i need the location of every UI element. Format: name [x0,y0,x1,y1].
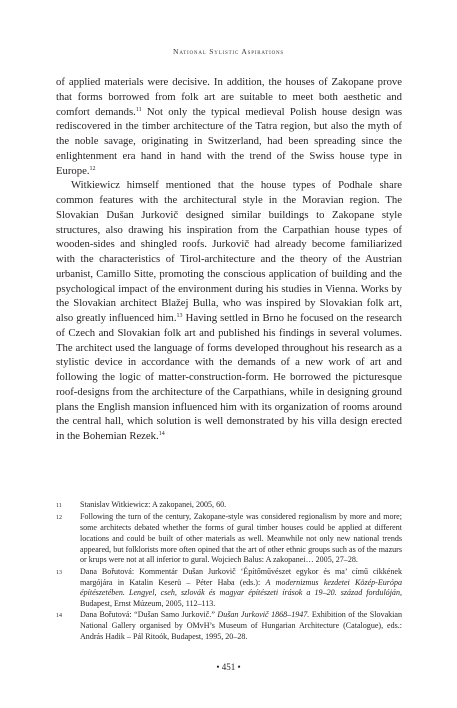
footnote-number: 11 [56,503,62,509]
paragraph-1 [56,75,402,178]
footnote-13 [56,567,402,610]
body-text [56,75,402,444]
page-number: • 451 • [216,662,241,672]
running-head: National Sylistic Aspirations [173,47,284,56]
footnote-ref-12[interactable]: 12 [89,165,96,172]
footnote-book-title: Dušan Jurkovič 1868–1947. [217,610,310,620]
footnote-text-a: Dana Bořutová: Kommentár Dušan Jurkovič ‘Építőművészet egykor és ma’ című cikkének margójára in Katalin Keserü – Péter Haba (eds.): [80,566,402,587]
paragraph-1-text-a: of applied materials were decisive. In addition, the houses of Zakopane prove that forms borrowed from folk art are suitable to meet both aesthetic and comfort demands. [56,76,402,118]
footnote-text-a: Dana Bořutová: “Dušan Samo Jurkovič.” [80,610,218,620]
footnote-text [80,610,402,642]
paragraph-1-text-b: Not only the typical medieval Polish house design was rediscovered in the timber architecture of the Tatra region, but also the myth of the noble savage, originating in Switzerland, had been spreading since the enlightenment era hand in hand with the trend of the Swiss house type in Europe. [56,105,403,177]
footnote-number: 14 [56,613,62,620]
footnotes-section [56,500,402,643]
footnote-book-title: A modernizmus kezdetei Közép-Európa építészetében. Lengyel, cseh, szlovák és magyar építészeti írások a 19–20. század fordulóján [80,577,402,598]
footnote-ref-13[interactable]: 13 [176,313,183,319]
footnote-text: Following the turn of the century, Zakopane-style was considered regionalism by more and more; some architects debated whether the forms of gural timber houses could be applied at different locations and could be built of other materials as well. Meanwhile not only new national trends appeared, but folklorists more often opined that the art of other ethnic groups such as of the mazurs or krups were not at all inferior to gural. Wojciech Balus: A zakopanei… 2005, 27–28. [80,512,402,565]
footnote-14 [56,610,402,642]
paragraph-2-text-a: Witkiewicz himself mentioned that the house types of Podhale share common features with the architectural style in the Moravian region. The Slovakian Dušan Jurkovič designed similar buildings to Zakopane style structures, also drawing his inspiration from the Carpathian house types of wooden-sides and shingled roofs. Jurkovič had already become familiarized with the characteristics of Tirol-architecture and the theory of the Austrian urbanist, Camillo Sitte, promoting the conscious application of building and the psychological impact of the environment during his studies in Vienna. Works by the Slovakian architect Blažej Bulla, who was inspired by Slovakian folk art, also greatly influenced him. [56,179,402,324]
footnote-ref-11[interactable]: 11 [135,106,142,113]
footnote-number: 12 [56,515,62,522]
footnote-12 [56,512,402,566]
footnote-text-b: , Budapest, Ernst Múzeum, 2005, 112–113. [80,588,402,609]
footnote-text: Stanislav Witkiewicz: A zakopanei, 2005, 60. [80,500,227,509]
footnote-text-b: Exhibition of the Slovakian National Gallery organised by OMvH’s Museum of Hungarian Architecture (Catalogue), eds.: András Hadik – Pál Ritoók, Budapest, 1995, 20–28. [80,610,402,642]
footnote-number: 13 [56,569,62,576]
paragraph-2 [56,178,402,444]
footnote-text [80,567,402,610]
paragraph-2-text-b: Having settled in Brno he focused on the research of Czech and Slovakian folk art and published his findings in several volumes. The architect used the language of forms developed throughout his research as a stylistic device in accordance with the demands of a new work of art and following the logic of matter-construction-form. He borrowed the picturesque roof-designs from the architecture of the Carpathians, while in designing ground plans the English mansion influenced him with its organization of rooms around the central hall, which solution is well demonstrated by his villa design erected in the Bohemian Rezek. [56,312,402,442]
footnote-ref-14[interactable]: 14 [158,431,165,437]
footnote-11 [56,500,402,512]
